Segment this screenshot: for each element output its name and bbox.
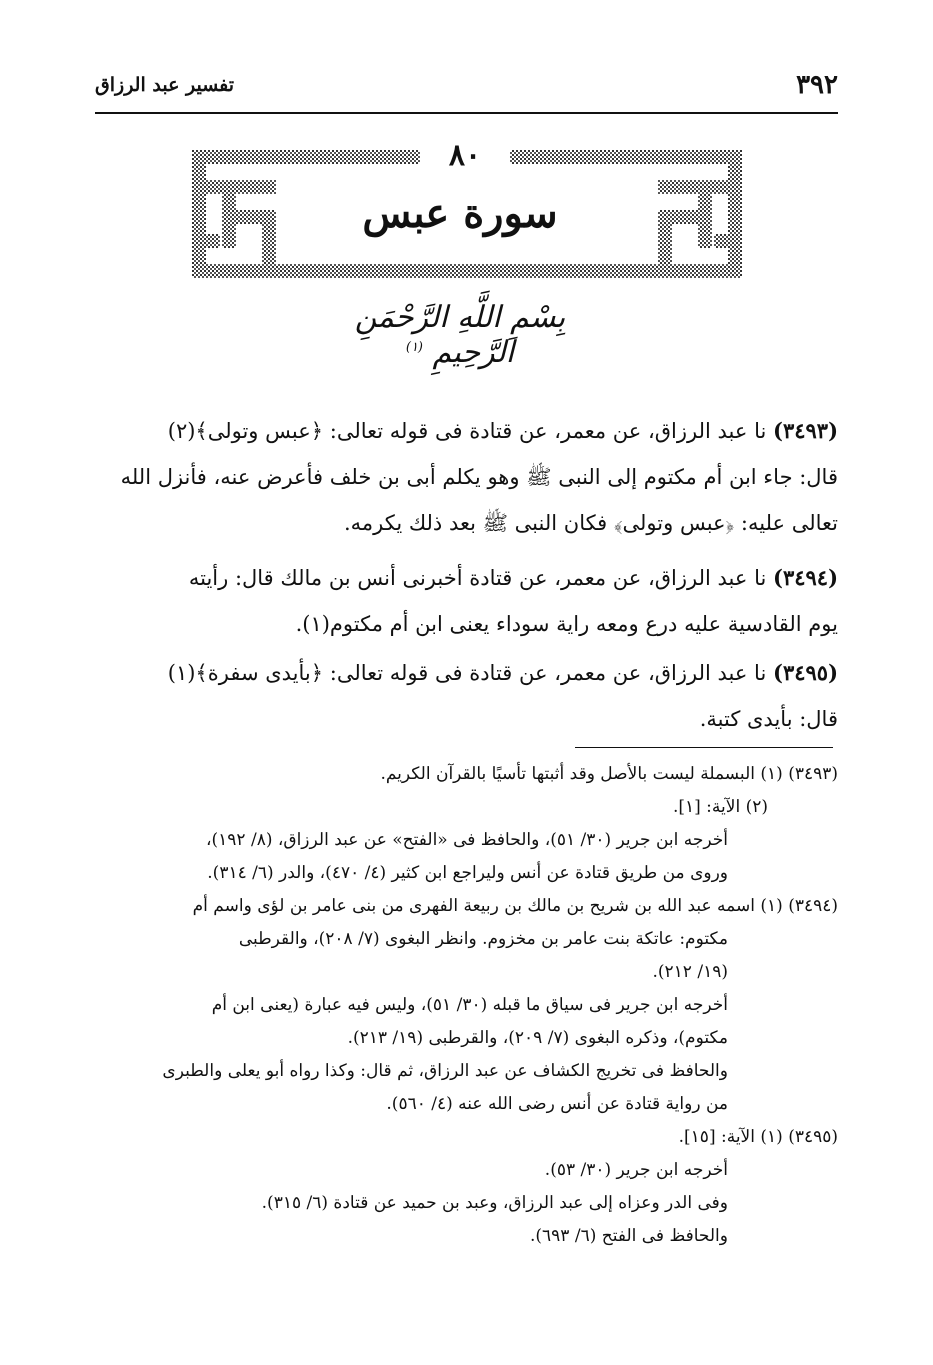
footnote-line: أخرجه ابن جرير (٣٠/ ٥١)، والحافظ فى «الفتح» عن عبد الرزاق، (٨/ ١٩٢)، [206,830,728,850]
footnote-line: أخرجه ابن جرير فى سياق ما قبله (٣٠/ ٥١)، وليس فيه عبارة (يعنى ابن أم [211,995,728,1015]
entry-text: نا عبد الرزاق، عن معمر، عن قتادة فى قوله تعالى: ﴿عبس وتولى﴾(٢) [167,419,767,443]
page-number: ٣٩٢ [796,70,838,100]
surah-number: ٨٠ [420,138,510,178]
footnote-line: مكتوم)، وذكره البغوى (٧/ ٢٠٩)، والقرطبى (١٩/ ٢١٣). [347,1028,728,1048]
basmala-text: بِسْمِ اللَّهِ الرَّحْمَنِ الرَّحِيمِ [354,300,566,370]
entry-line: تعالى عليه: ﴿عبس وتولى﴾ فكان النبى ﷺ بعد ذلك يكرمه. [343,511,838,535]
basmala-footnote-marker: (١) [405,340,423,355]
footnote-line: (٣٤٩٣) (١) البسملة ليست بالأصل وقد أثبتها تأسيًا بالقرآن الكريم. [380,764,838,784]
footnote-line: (١٩/ ٢١٢). [652,962,728,982]
entry-3493 [95,408,838,546]
header-rule [95,112,838,114]
running-title: تفسير عبد الرزاق [95,74,235,96]
footnote-line: (٢) الآية: [١]. [672,797,768,817]
entry-3495 [95,650,838,742]
entry-line [95,555,838,601]
page-header [95,70,838,110]
entry-line: يوم القادسية عليه درع ومعه راية سوداء يعنى ابن أم مكتوم(١). [295,612,838,636]
footnote-line: من رواية قتادة عن أنس رضى الله عنه (٤/ ٥٦٠). [386,1094,728,1114]
entry-line [95,650,838,696]
entry-line [95,408,838,454]
footnote-line: وفى الدر وعزاه إلى عبد الرزاق، وعبد بن حميد عن قتادة (٦/ ٣١٥). [261,1193,728,1213]
footnote-line: والحافظ فى تخريج الكشاف عن عبد الرزاق، ثم قال: وكذا رواه أبو يعلى والطبرى [162,1061,728,1081]
footnote-line: وروى من طريق قتادة عن أنس وليراجع ابن كثير (٤/ ٤٧٠)، والدر (٦/ ٣١٤). [207,863,728,883]
entry-number: (٣٤٩٥) [773,660,838,685]
entry-line: قال: بأيدى كتبة. [699,707,838,731]
surah-title: سورة عبس [362,190,558,237]
entry-number: (٣٤٩٤) [773,565,838,590]
entry-3494 [95,555,838,647]
entry-text: نا عبد الرزاق، عن معمر، عن قتادة فى قوله تعالى: ﴿بأيدى سفرة﴾(١) [167,661,767,685]
footnote-line: والحافظ فى الفتح (٦/ ٦٩٣). [529,1226,728,1246]
entry-text: نا عبد الرزاق، عن معمر، عن قتادة أخبرنى أنس بن مالك قال: رأيته [188,566,767,590]
footnote-line: (٣٤٩٤) (١) اسمه عبد الله بن شريح بن مالك بن ربيعة الفهرى من بنى عامر بن لؤى واسم أم [192,896,838,916]
entry-line: قال: جاء ابن أم مكتوم إلى النبى ﷺ وهو يكلم أبى بن خلف فأعرض عنه، فأنزل الله [120,465,838,489]
entry-number: (٣٤٩٣) [773,418,838,443]
footnote-line: أخرجه ابن جرير (٣٠/ ٥٣). [544,1160,728,1180]
footnote-line: (٣٤٩٥) (١) الآية: [١٥]. [678,1127,838,1147]
footnote-separator [575,747,833,748]
footnote-line: مكتوم: عاتكة بنت عامر بن مخزوم. وانظر البغوى (٧/ ٢٠٨)، والقرطبى [238,929,728,949]
basmala [330,300,590,370]
footnotes [95,758,838,1253]
